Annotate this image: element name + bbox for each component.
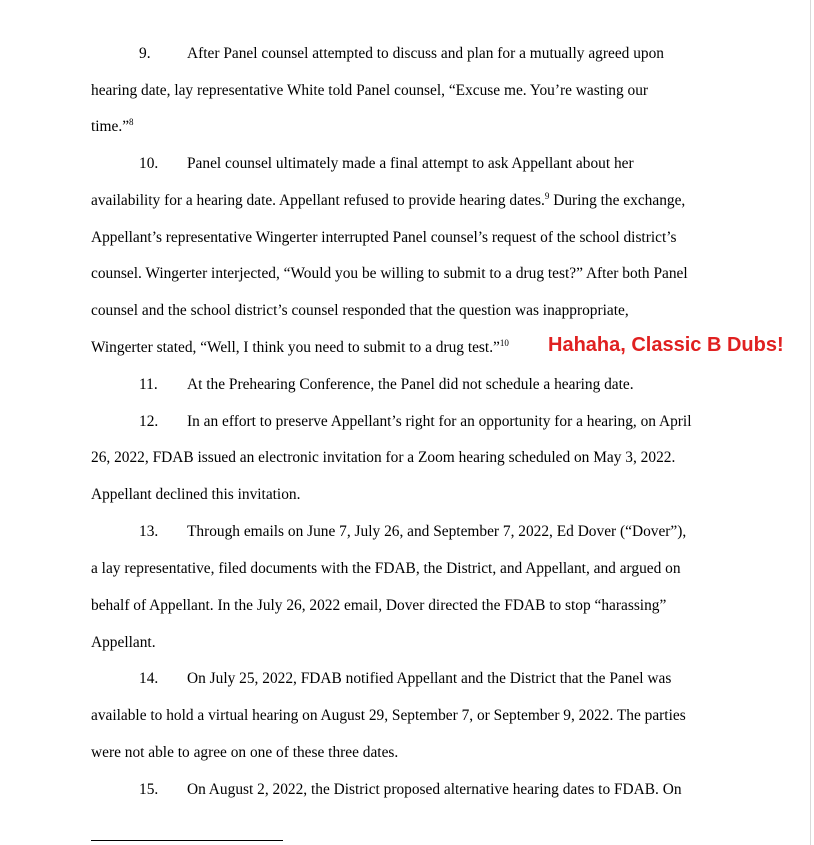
paragraph-14-line-2: available to hold a virtual hearing on August 29, September 7, or September 9, 2022. The parties (91, 707, 686, 724)
footnote-ref-10: 10 (499, 338, 509, 348)
paragraph-12-line-3: Appellant declined this invitation. (91, 486, 301, 503)
paragraph-10-line-5: counsel and the school district’s counsel responded that the question was inappropriate, (91, 302, 629, 319)
paragraph-9-line-2: hearing date, lay representative White told Panel counsel, “Excuse me. You’re wasting our (91, 82, 649, 99)
paragraph-10-line-4: counsel. Wingerter interjected, “Would you be willing to submit to a drug test?” After both Panel (91, 265, 688, 282)
paragraph-10-line-2 (91, 191, 685, 211)
footnote-ref-9: 9 (544, 191, 550, 201)
paragraph-13-line-4: Appellant. (91, 634, 156, 651)
paragraph-9-number: 9. (139, 45, 151, 62)
paragraph-10-line-3: Appellant’s representative Wingerter interrupted Panel counsel’s request of the school district’s (91, 229, 677, 246)
paragraph-10-line-2a: availability for a hearing date. Appellant refused to provide hearing dates. (91, 192, 545, 209)
paragraph-13-line-3: behalf of Appellant. In the July 26, 2022 email, Dover directed the FDAB to stop “harassing” (91, 597, 667, 614)
paragraph-15-line-1: On August 2, 2022, the District proposed alternative hearing dates to FDAB. On (187, 781, 682, 798)
paragraph-9-line-1: After Panel counsel attempted to discuss and plan for a mutually agreed upon (187, 45, 664, 62)
paragraph-14-number: 14. (139, 670, 159, 687)
paragraph-13-number: 13. (139, 523, 159, 540)
paragraph-13-line-2: a lay representative, filed documents with the FDAB, the District, and Appellant, and argued on (91, 560, 681, 577)
paragraph-12-line-1: In an effort to preserve Appellant’s right for an opportunity for a hearing, on April (187, 413, 692, 430)
paragraph-9-line-3 (91, 117, 134, 137)
paragraph-10-number: 10. (139, 155, 159, 172)
footnote-ref-8: 8 (129, 117, 134, 127)
paragraph-14-line-3: were not able to agree on one of these three dates. (91, 744, 399, 761)
paragraph-11-number: 11. (139, 376, 158, 393)
paragraph-11-line-1: At the Prehearing Conference, the Panel did not schedule a hearing date. (187, 376, 634, 393)
red-annotation-text: Hahaha, Classic B Dubs! (548, 334, 784, 356)
paragraph-9-line-3-text: time.” (91, 118, 130, 135)
paragraph-12-number: 12. (139, 413, 159, 430)
paragraph-14-line-1: On July 25, 2022, FDAB notified Appellant and the District that the Panel was (187, 670, 672, 687)
paragraph-10-line-2b: During the exchange, (549, 192, 686, 209)
paragraph-10-line-6-text: Wingerter stated, “Well, I think you need to submit to a drug test.” (91, 339, 500, 356)
paragraph-10-line-6 (91, 338, 509, 358)
paragraph-10-line-1: Panel counsel ultimately made a final attempt to ask Appellant about her (187, 155, 634, 172)
page-edge-divider (810, 0, 811, 845)
paragraph-15-number: 15. (139, 781, 159, 798)
paragraph-12-line-2: 26, 2022, FDAB issued an electronic invitation for a Zoom hearing scheduled on May 3, 2022. (91, 449, 676, 466)
footnote-separator (91, 840, 283, 841)
paragraph-13-line-1: Through emails on June 7, July 26, and September 7, 2022, Ed Dover (“Dover”), (187, 523, 687, 540)
